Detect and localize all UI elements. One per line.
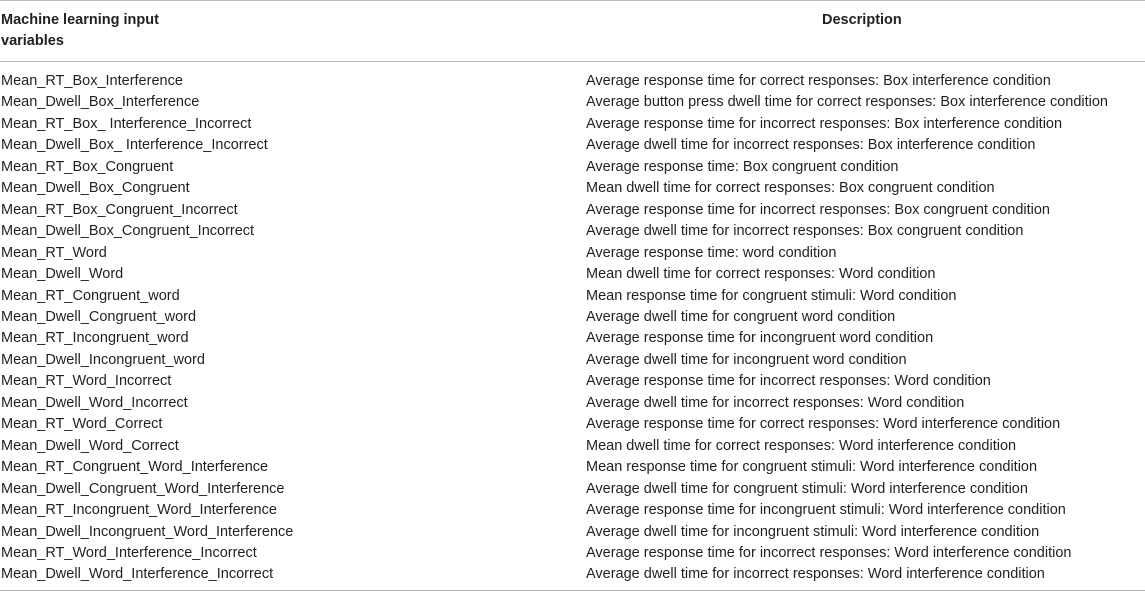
variable-cell: Mean_RT_Congruent_Word_Interference	[1, 459, 269, 476]
variable-cell: Mean_RT_Box_Congruent	[1, 158, 174, 175]
table-row	[0, 243, 1145, 264]
table-body	[0, 62, 1145, 591]
description-cell: Average button press dwell time for correct responses: Box interference condition	[586, 94, 1108, 111]
variable-cell: Mean_RT_Word_Incorrect	[1, 373, 172, 390]
variable-cell: Mean_Dwell_Word_Interference_Incorrect	[0, 564, 586, 590]
description-cell: Average response time for incorrect responses: Box interference condition	[586, 115, 1063, 132]
description-cell: Average response time for incorrect responses: Box congruent condition	[586, 201, 1050, 218]
variable-cell: Mean_Dwell_Box_Congruent	[1, 180, 190, 197]
table-row	[0, 479, 1145, 500]
description-cell: Average dwell time for congruent word condition	[586, 308, 896, 325]
variable-cell: Mean_Dwell_Box_ Interference_Incorrect	[1, 137, 268, 154]
header-description: Description	[586, 1, 1145, 62]
header-row	[0, 1, 1145, 62]
description-cell: Average response time for correct responses: Word interference condition	[586, 416, 1061, 433]
variable-cell: Mean_RT_Incongruent_Word_Interference	[1, 502, 277, 519]
variable-cell: Mean_RT_Word	[1, 244, 107, 261]
description-cell: Mean dwell time for correct responses: Word interference condition	[586, 437, 1017, 454]
table-row	[0, 414, 1145, 435]
variable-cell: Mean_RT_Word_Interference_Incorrect	[1, 544, 257, 561]
table-row	[0, 307, 1145, 328]
table-row	[0, 221, 1145, 242]
description-cell: Average dwell time for incorrect responses: Box congruent condition	[586, 223, 1024, 240]
variable-cell: Mean_RT_Word_Correct	[1, 416, 163, 433]
description-cell: Average dwell time for incorrect responses: Word interference condition	[586, 564, 1145, 590]
variable-cell: Mean_Dwell_Word	[1, 266, 124, 283]
description-cell: Mean response time for congruent stimuli: Word condition	[586, 287, 957, 304]
table-row	[0, 522, 1145, 543]
table-row	[0, 543, 1145, 564]
variable-cell: Mean_Dwell_Word_Correct	[1, 437, 179, 454]
table-row	[0, 62, 1145, 93]
description-cell: Average response time: word condition	[586, 244, 837, 261]
table-row	[0, 135, 1145, 156]
description-cell: Average response time for incongruent stimuli: Word interference condition	[586, 502, 1066, 519]
table-row	[0, 157, 1145, 178]
table-row	[0, 200, 1145, 221]
variable-cell: Mean_Dwell_Box_Congruent_Incorrect	[1, 223, 255, 240]
variable-cell: Mean_RT_Incongruent_word	[1, 330, 189, 347]
table-row	[0, 286, 1145, 307]
description-cell: Mean response time for congruent stimuli: Word interference condition	[586, 459, 1038, 476]
variable-cell: Mean_RT_Box_ Interference_Incorrect	[1, 115, 252, 132]
description-cell: Average response time for incorrect responses: Word condition	[586, 373, 991, 390]
table-row	[0, 328, 1145, 349]
description-cell: Average response time for correct responses: Box interference condition	[586, 73, 1051, 89]
description-cell: Average response time for incongruent word condition	[586, 330, 934, 347]
header-variables-line1: Machine learning input	[1, 12, 159, 28]
variable-cell: Mean_Dwell_Word_Incorrect	[1, 394, 188, 411]
table-row	[0, 457, 1145, 478]
description-cell: Mean dwell time for correct responses: Word condition	[586, 266, 936, 283]
header-variables-line2: variables	[1, 33, 64, 49]
table-header	[0, 1, 1145, 62]
description-cell: Average dwell time for incongruent word condition	[586, 351, 907, 368]
table-row	[0, 371, 1145, 392]
description-cell: Average dwell time for incorrect responses: Word condition	[586, 394, 965, 411]
variable-cell: Mean_RT_Congruent_word	[1, 287, 180, 304]
table-row	[0, 178, 1145, 199]
description-cell: Mean dwell time for correct responses: Box congruent condition	[586, 180, 995, 197]
table-row	[0, 264, 1145, 285]
description-cell: Average dwell time for congruent stimuli: Word interference condition	[586, 480, 1028, 497]
table-row	[0, 500, 1145, 521]
description-cell: Average dwell time for incongruent stimuli: Word interference condition	[586, 523, 1040, 540]
table-row	[0, 114, 1145, 135]
variable-cell: Mean_Dwell_Incongruent_Word_Interference	[1, 523, 294, 540]
table-row	[0, 436, 1145, 457]
table-row	[0, 564, 1145, 590]
table-row	[0, 92, 1145, 113]
variable-cell: Mean_Dwell_Box_Interference	[1, 94, 200, 111]
header-variables	[0, 1, 586, 62]
description-cell: Average response time: Box congruent condition	[586, 158, 899, 175]
table-row	[0, 393, 1145, 414]
variable-cell: Mean_RT_Box_Congruent_Incorrect	[1, 201, 238, 218]
variable-cell: Mean_RT_Box_Interference	[1, 73, 183, 89]
description-cell: Average response time for incorrect responses: Word interference condition	[586, 544, 1072, 561]
variable-cell: Mean_Dwell_Congruent_Word_Interference	[1, 480, 285, 497]
table-row	[0, 350, 1145, 371]
variable-cell: Mean_Dwell_Congruent_word	[1, 308, 197, 325]
variable-cell: Mean_Dwell_Incongruent_word	[1, 351, 205, 368]
description-cell: Average dwell time for incorrect responses: Box interference condition	[586, 137, 1036, 154]
